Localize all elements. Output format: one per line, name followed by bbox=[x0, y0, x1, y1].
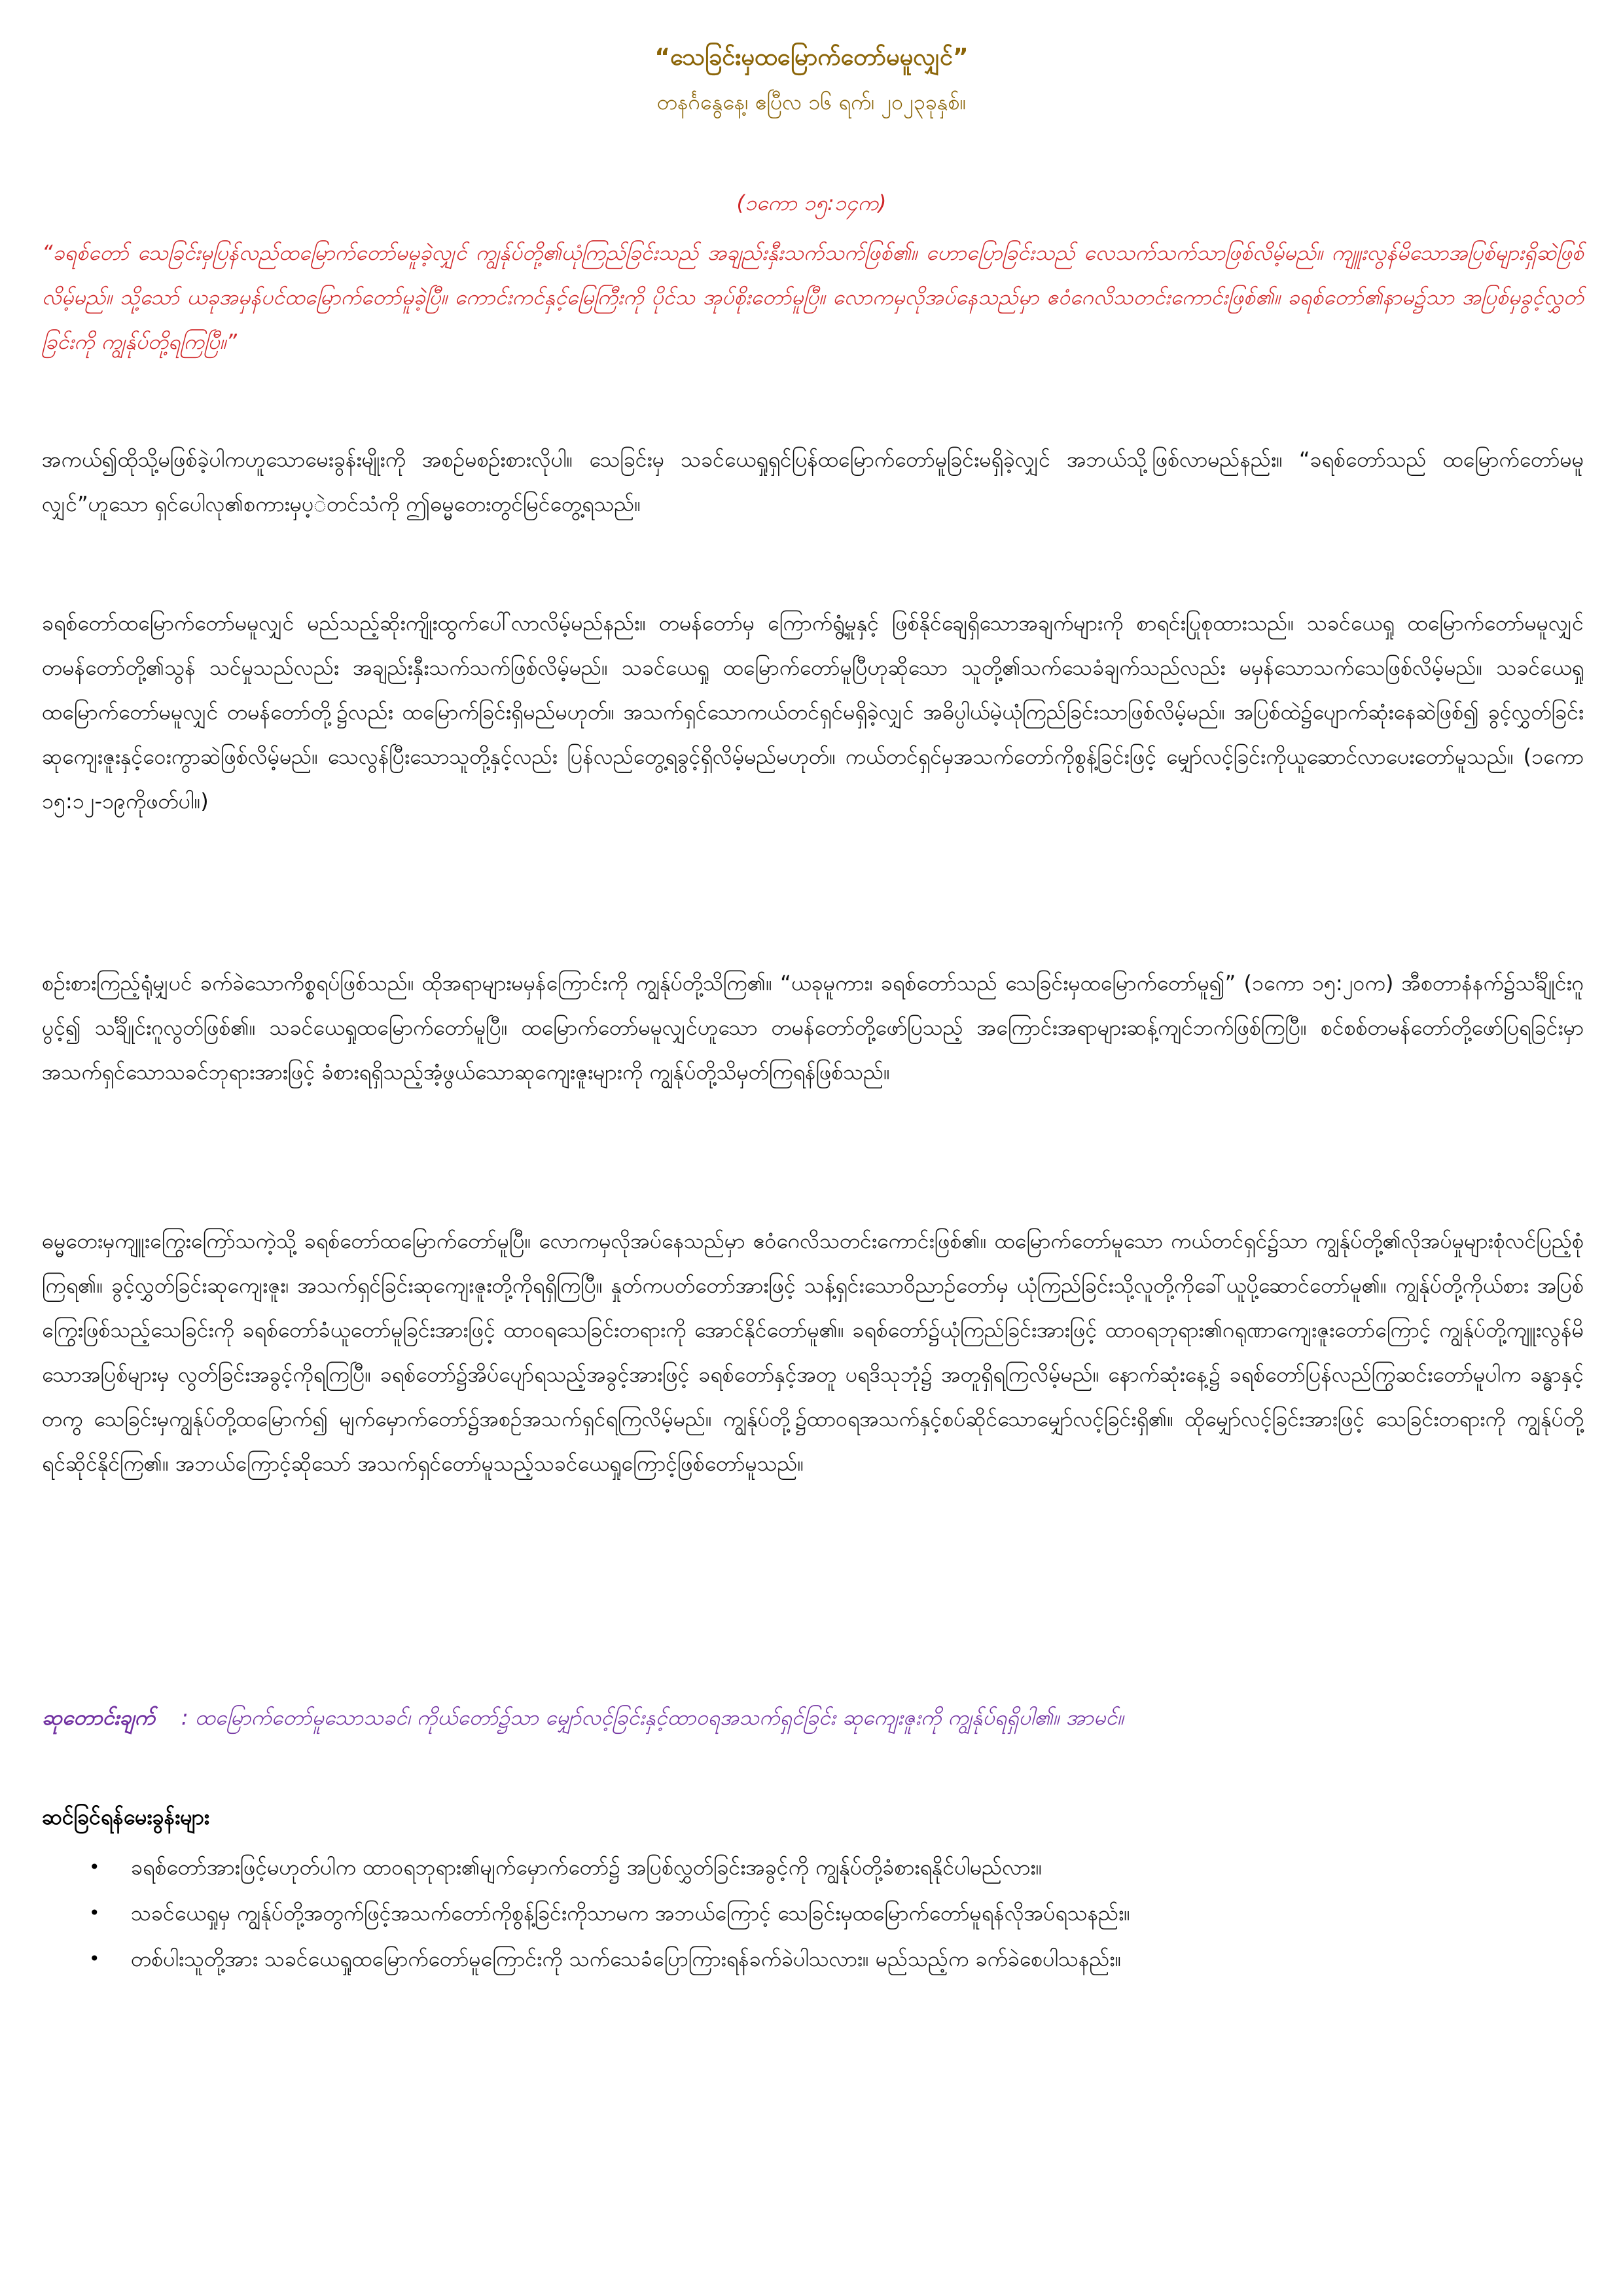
bullet-icon: • bbox=[89, 1948, 100, 1969]
question-text: သခင်ယေရှုမှ ကျွန်ုပ်တို့အတွက်ဖြင့်အသက်တော်ကိုစွန့်ခြင်းကိုသာမက အဘယ်ကြောင့် သေခြင်းမှထမြောက်တော်မူရန်လိုအပ်ရသနည်း။ bbox=[131, 1901, 1130, 1926]
body-paragraph: ဓမ္မတေးမှကျူးကြွေးကြော်သကဲ့သို့ ခရစ်တော်ထမြောက်တော်မူပြီ။ လောကမှလိုအပ်နေသည်မှာ ဧဝံဂေလိသတင်းကောင်းဖြစ်၏။ ထမြောက်တော်မူသော ကယ်တင်ရှင်၌သာ ကျွန်ုပ်တို့၏လိုအပ်မှုများစုံလင်ပြည့်စုံကြရ၏။ ခွင့်လွှတ်ခြင်းဆုကျေးဇူး၊ အသက်ရှင်ခြင်းဆုကျေးဇူးတို့ကိုရရှိကြပြီ။ နှုတ်ကပတ်တော်အားဖြင့် သန့်ရှင်းသောဝိညာဉ်တော်မှ ယုံကြည်ခြင်းသို့လူတို့ကိုခေါ်ယူပို့ဆောင်တော်မူ၏။ ကျွန်ုပ်တို့ကိုယ်စား အပြစ်ကြွေးဖြစ်သည့်သေခြင်းကို ခရစ်တော်ခံယူတော်မူခြင်းအားဖြင့် ထာဝရသေခြင်းတရားကို အောင်နိုင်တော်မူ၏။ ခရစ်တော်၌ယုံကြည်ခြင်းအားဖြင့် ထာဝရဘုရား၏ဂရုဏာကျေးဇူးတော်ကြောင့် ကျွန်ုပ်တို့ကျူးလွန်မိသောအပြစ်များမှ လွတ်ခြင်းအခွင့်ကိုရကြပြီ။ ခရစ်တော်၌အိပ်ပျော်ရသည့်အခွင့်အားဖြင့် ခရစ်တော်နှင့်အတူ ပရဒိသုဘုံ၌ အတူရှိရကြလိမ့်မည်။ နောက်ဆုံးနေ့၌ ခရစ်တော်ပြန်လည်ကြွဆင်းတော်မူပါက ခန္ဓာနှင့်တကွ သေခြင်းမှကျွန်ုပ်တို့ထမြောက်၍ မျက်မှောက်တော်၌အစဉ်အသက်ရှင်ရကြလိမ့်မည်။ ကျွန်ုပ်တို့၌ထာဝရအသက်နှင့်စပ်ဆိုင်သောမျှော်လင့်ခြင်းရှိ၏။ ထိုမျှော်လင့်ခြင်းအားဖြင့် သေခြင်းတရားကို ကျွန်ုပ်တို့ရင်ဆိုင်နိုင်ကြ၏။ အဘယ်ကြောင့်ဆိုသော် အသက်ရှင်တော်မူသည့်သခင်ယေရှုကြောင့်ဖြစ်တော်မူသည်။ bbox=[42, 1229, 1584, 1476]
page-title: “သေခြင်းမှထမြောက်တော်မမူလျှင်” bbox=[654, 44, 969, 71]
prayer-label: ဆုတောင်းချက် bbox=[42, 1705, 155, 1730]
date-line: တနင်္ဂနွေနေ့၊ ဧပြီလ ၁၆ ရက်၊ ၂၀၂၃ခုနှစ်။ bbox=[656, 90, 967, 115]
bullet-icon: • bbox=[89, 1902, 100, 1924]
body-paragraph: ခရစ်တော်ထမြောက်တော်မမူလျှင် မည်သည့်ဆိုးကျိုးထွက်ပေါ်လာလိမ့်မည်နည်း။ တမန်တော်မှ ကြောက်ရွံ့မှုနှင့် ဖြစ်နိုင်ချေရှိသောအချက်များကို စာရင်းပြုစုထားသည်။ သခင်ယေရှု ထမြောက်တော်မမူလျှင် တမန်တော်တို့၏သွန် သင်မှုသည်လည်း အချည်းနှီးသက်သက်ဖြစ်လိမ့်မည်။ သခင်ယေရှု ထမြောက်တော်မူပြီဟုဆိုသော သူတို့၏သက်သေခံချက်သည်လည်း မမှန်သောသက်သေဖြစ်လိမ့်မည်။ သခင်ယေရှုထမြောက်တော်မမူလျှင် တမန်တော်တို့၌လည်း ထမြောက်ခြင်းရှိမည်မဟုတ်။ အသက်ရှင်သောကယ်တင်ရှင်မရှိခဲ့လျှင် အဓိပ္ပါယ်မဲ့ယုံကြည်ခြင်းသာဖြစ်လိမ့်မည်။ အပြစ်ထဲ၌ပျောက်ဆုံးနေဆဲဖြစ်၍ ခွင့်လွှတ်ခြင်းဆုကျေးဇူးနှင့်ဝေးကွာဆဲဖြစ်လိမ့်မည်။ သေလွန်ပြီးသောသူတို့နှင့်လည်း ပြန်လည်တွေ့ရခွင့်ရှိလိမ့်မည်မဟုတ်။ ကယ်တင်ရှင်မှအသက်တော်ကိုစွန့်ခြင်းဖြင့် မျှော်လင့်ခြင်းကိုယူဆောင်လာပေးတော်မူသည်။ (၁ကော ၁၅:၁၂-၁၉ကိုဖတ်ပါ။) bbox=[42, 611, 1584, 814]
question-text: တစ်ပါးသူတို့အား သခင်ယေရှုထမြောက်တော်မူကြောင်းကို သက်သေခံပြောကြားရန်ခက်ခဲပါသလား။ မည်သည့်က ခက်ခဲစေပါသနည်း။ bbox=[131, 1946, 1122, 1971]
list-item bbox=[42, 1844, 1584, 1890]
body-paragraph: စဉ်းစားကြည့်ရုံမျှပင် ခက်ခဲသောကိစ္စရပ်ဖြစ်သည်။ ထိုအရာများမမှန်ကြောင်းကို ကျွန်ုပ်တို့သိကြ၏။ “ယခုမူကား၊ ခရစ်တော်သည် သေခြင်းမှထမြောက်တော်မူ၍” (၁ကော ၁၅:၂၀က) အီစတာနံနက်၌သင်္ချိုင်းဂူပွင့်၍ သင်္ချိုင်းဂူလွတ်ဖြစ်၏။ သခင်ယေရှုထမြောက်တော်မူပြီ။ ထမြောက်တော်မမူလျှင်ဟူသော တမန်တော်တို့ဖော်ပြသည့် အကြောင်းအရာများဆန့်ကျင်ဘက်ဖြစ်ကြပြီ။ စင်စစ်တမန်တော်တို့ဖော်ပြရခြင်းမှာ အသက်ရှင်သောသခင်ဘုရားအားဖြင့် ခံစားရရှိသည့်အံ့ဖွယ်သောဆုကျေးဇူးများကို ကျွန်ုပ်တို့သိမှတ်ကြရန်ဖြစ်သည်။ bbox=[42, 971, 1584, 1085]
questions-list bbox=[42, 1844, 1584, 1982]
questions-heading: ဆင်ခြင်ရန်မေးခွန်းများ bbox=[42, 1804, 209, 1829]
list-item bbox=[42, 1890, 1584, 1936]
prayer-block bbox=[42, 1698, 1584, 1737]
prayer-text: : ထမြောက်တော်မူသောသခင်၊ ကိုယ်တော်၌သာ မျှော်လင့်ခြင်းနှင့်ထာဝရအသက်ရှင်ခြင်း ဆုကျေးဇူးကို ကျွန်ုပ်ရရှိပါ၏။ အာမင်။ bbox=[181, 1705, 1124, 1730]
bullet-icon: • bbox=[89, 1856, 100, 1878]
list-item bbox=[42, 1936, 1584, 1982]
body-paragraph: အကယ်၍ထိုသို့မဖြစ်ခဲ့ပါကဟူသောမေးခွန်းမျိုးကို အစဉ်မစဉ်းစားလိုပါ။ သေခြင်းမှ သခင်ယေရှုရှင်ပြန်ထမြောက်တော်မူခြင်းမရှိခဲ့လျှင် အဘယ်သို့ဖြစ်လာမည်နည်း။ “ခရစ်တော်သည် ထမြောက်တော်မမူလျှင်”ဟူသော ရှင်ပေါလု၏စကားမှပ့ဲတင်သံကို ဤဓမ္မတေးတွင်မြင်တွေ့ရသည်။ bbox=[42, 447, 1584, 516]
question-text: ခရစ်တော်အားဖြင့်မဟုတ်ပါက ထာဝရဘုရား၏မျက်မှောက်တော်၌ အပြစ်လွှတ်ခြင်းအခွင့်ကို ကျွန်ုပ်တို့ခံစားရနိုင်ပါမည်လား။ bbox=[131, 1855, 1043, 1880]
scripture-text: “ခရစ်တော် သေခြင်းမှပြန်လည်ထမြောက်တော်မမူခဲ့လျှင် ကျွန်ုပ်တို့၏ယုံကြည်ခြင်းသည် အချည်းနှီးသက်သက်ဖြစ်၏။ ဟောပြောခြင်းသည် လေသက်သက်သာဖြစ်လိမ့်မည်။ ကျူးလွန်မိသောအပြစ်များရှိဆဲဖြစ်လိမ့်မည်။ သို့သော် ယခုအမှန်ပင်ထမြောက်တော်မူခဲ့ပြီ။ ကောင်းကင်နှင့်မြေကြီးကို ပိုင်သ အုပ်စိုးတော်မူပြီ။ လောကမှလိုအပ်နေသည်မှာ ဧဝံဂေလိသတင်းကောင်းဖြစ်၏။ ခရစ်တော်၏နာမ၌သာ အပြစ်မှခွင့်လွှတ်ခြင်းကို ကျွန်ုပ်တို့ရကြပြီ။” bbox=[42, 240, 1584, 354]
scripture-reference: (၁ကော ၁၅:၁၄က) bbox=[736, 190, 887, 215]
